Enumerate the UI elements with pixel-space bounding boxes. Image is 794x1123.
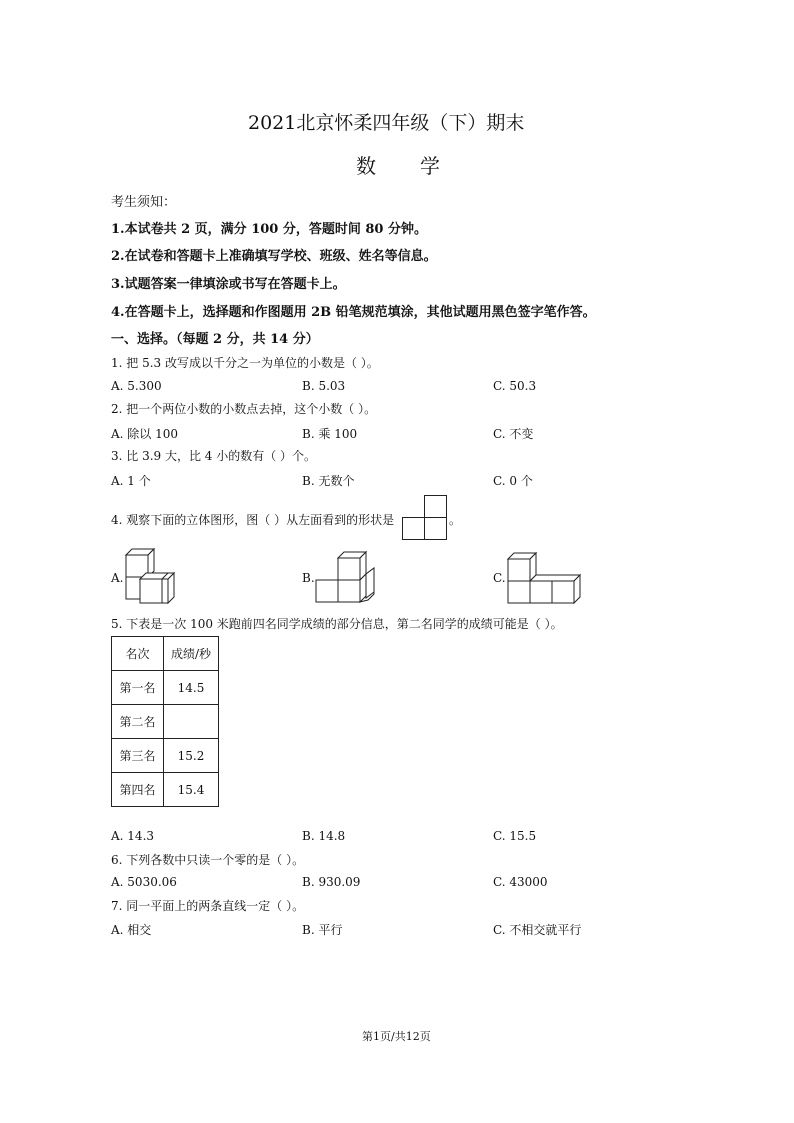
- table-cell: 第一名: [112, 671, 164, 705]
- table-cell: 14.5: [164, 671, 219, 705]
- q1-option-c: C. 50.3: [493, 379, 537, 393]
- question-1-stem: 1. 把 5.3 改写成以千分之一为单位的小数是（ ）。: [111, 356, 379, 370]
- q5-option-a: A. 14.3: [111, 829, 155, 843]
- question-7-stem: 7. 同一平面上的两条直线一定（ ）。: [111, 899, 305, 913]
- q2-option-b: B. 乘 100: [302, 427, 358, 441]
- table-header-cell: 名次: [112, 637, 164, 671]
- table-cell: 第三名: [112, 739, 164, 773]
- q2-option-a: A. 除以 100: [111, 427, 179, 441]
- q6-option-b: B. 930.09: [302, 875, 361, 889]
- cube-figure-c: [506, 551, 582, 605]
- q1-option-a: A. 5.300: [111, 379, 162, 393]
- q2-option-c: C. 不变: [493, 427, 534, 441]
- q7-option-b: B. 平行: [302, 923, 343, 937]
- table-row: [112, 739, 219, 773]
- table-cell: [164, 705, 219, 739]
- q7-option-a: A. 相交: [111, 923, 152, 937]
- table-row: [112, 773, 219, 807]
- q3-option-c: C. 0 个: [493, 474, 533, 488]
- notice-item-3: 3.试题答案一律填涂或书写在答题卡上。: [111, 277, 346, 292]
- q5-option-b: B. 14.8: [302, 829, 346, 843]
- subject-char-1: 数: [356, 154, 376, 178]
- notice-item-1: 1.本试卷共 2 页，满分 100 分，答题时间 80 分钟。: [111, 222, 427, 237]
- q4-option-a: A.: [111, 571, 124, 585]
- left-view-shape: [401, 495, 449, 541]
- cube-figure-b: [316, 548, 378, 606]
- question-3-stem: 3. 比 3.9 大，比 4 小的数有（ ）个。: [111, 449, 317, 463]
- notice-heading: 考生须知：: [111, 195, 177, 210]
- q5-option-c: C. 15.5: [493, 829, 537, 843]
- table-cell: 第四名: [112, 773, 164, 807]
- question-6-stem: 6. 下列各数中只读一个零的是（ ）。: [111, 853, 305, 867]
- table-row: [112, 671, 219, 705]
- q3-option-a: A. 1 个: [111, 474, 151, 488]
- exam-title: 2021北京怀柔四年级（下）期末: [248, 112, 525, 134]
- notice-item-4: 4.在答题卡上，选择题和作图题用 2B 铅笔规范填涂，其他试题用黑色签字笔作答。: [111, 305, 596, 320]
- section-heading: 一、选择。（每题 2 分，共 14 分）: [111, 332, 319, 347]
- cube-figure-a: [124, 547, 180, 607]
- q4-option-b: B.: [302, 571, 315, 585]
- q7-option-c: C. 不相交就平行: [493, 923, 582, 937]
- question-5-stem: 5. 下表是一次 100 米跑前四名同学成绩的部分信息，第二名同学的成绩可能是（ ）。: [111, 617, 563, 631]
- table-header-row: [112, 637, 219, 671]
- q6-option-a: A. 5030.06: [111, 875, 177, 889]
- q4-option-c: C.: [493, 571, 506, 585]
- notice-item-2: 2.在试卷和答题卡上准确填写学校、班级、姓名等信息。: [111, 249, 437, 264]
- table-cell: 第二名: [112, 705, 164, 739]
- question-4-stem: 4. 观察下面的立体图形，图（ ）从左面看到的形状是: [111, 513, 395, 527]
- question-4-stem-end: 。: [449, 513, 462, 527]
- table-cell: 15.4: [164, 773, 219, 807]
- table-header-cell: 成绩/秒: [164, 637, 219, 671]
- table-cell: 15.2: [164, 739, 219, 773]
- q1-option-b: B. 5.03: [302, 379, 346, 393]
- question-2-stem: 2. 把一个两位小数的小数点去掉，这个小数（ ）。: [111, 402, 377, 416]
- q6-option-c: C. 43000: [493, 875, 548, 889]
- page-number: 第1页/共12页: [362, 1030, 431, 1043]
- score-table: [111, 636, 219, 807]
- subject-char-2: 学: [420, 154, 440, 178]
- table-row: [112, 705, 219, 739]
- q3-option-b: B. 无数个: [302, 474, 355, 488]
